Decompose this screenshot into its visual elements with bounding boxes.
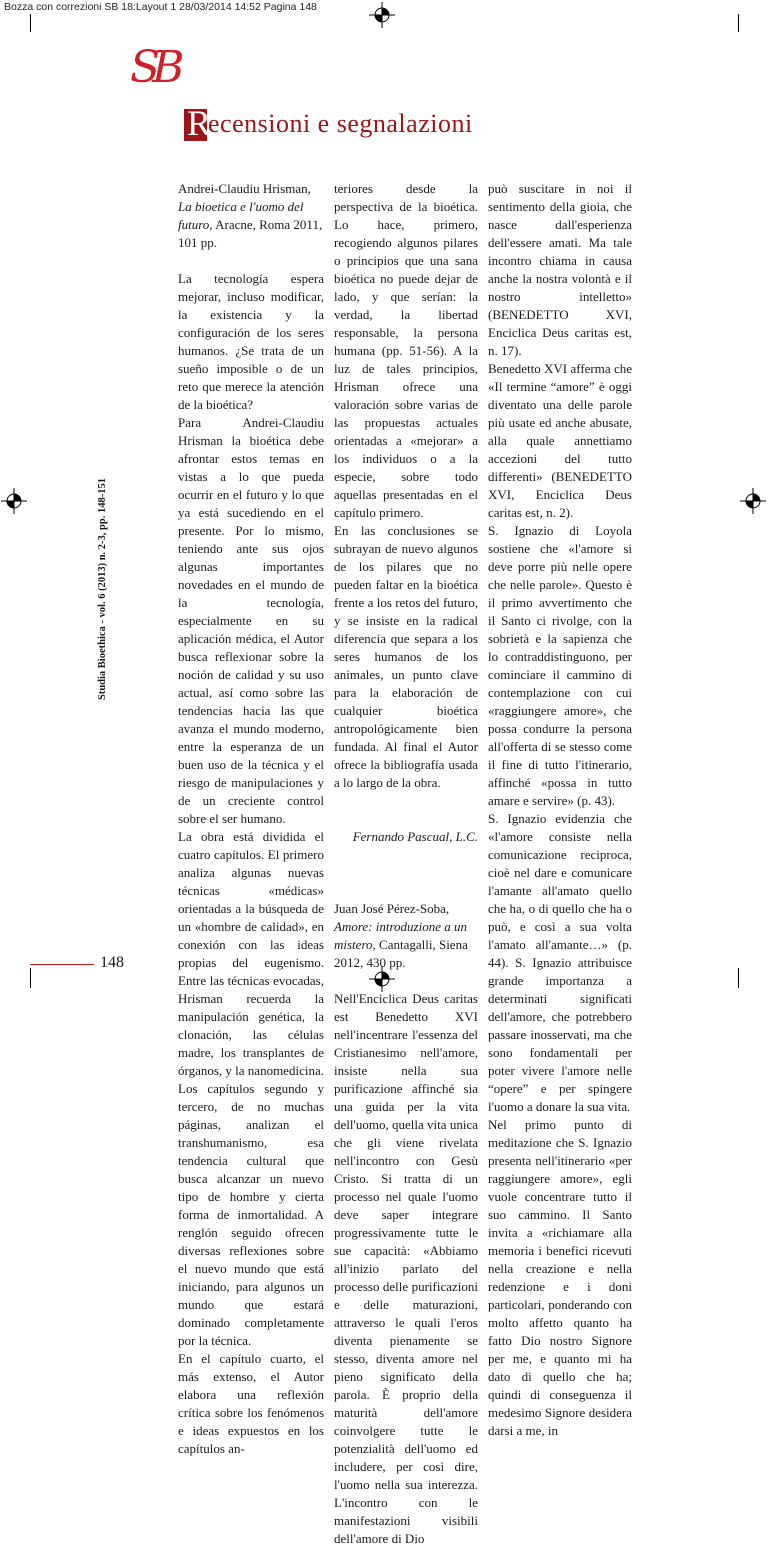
crop-mark-bottom-right (738, 968, 739, 988)
review1-book-title: La bioetica e l'uomo del futuro (178, 199, 304, 232)
review2-author: Juan José Pérez-Soba, (334, 901, 450, 916)
review2-paragraph-cont: può suscitare in noi il sentimento della gioia, che nasce dall'esperienza dell'essere amati. Ma tale incontro chiama in causa anche la nostra volontà e il nostro intelletto» (BENEDETTO XVI, Enciclica Deus caritas est, n. 17). (488, 181, 632, 358)
review1-paragraph: Para Andrei-Claudiu Hrisman la bioética debe afrontar estos temas en vistas a lo que pueda ocurrir en el futuro y lo que ya está sucediendo en el presente. Por lo mismo, teniendo ante sus ojos algunas importantes novedades en el mundo de la tecnología, especialmente en su aplicación médica, el Autor busca reflexionar sobre la noción de calidad y su uso actual, así como sobre las tendencias hacia las que avanza el mundo moderno, entre la esperanza de un buen uso de la técnica y el riesgo de manipulaciones y de un creciente control sobre el ser humano. (178, 415, 324, 826)
review1-paragraph: La obra está dividida el cuatro capítulos. El primero analiza algunas nuevas técnicas «médicas» orientadas a la búsqueda de un «hombre de calidad», en conexión con las ideas propias del eugenismo. Entre las técnicas evocadas, Hrisman recuerda la manipulación genética, la clonación, las células madre, los transplantes de órganos, y la nanomedicina. (178, 829, 324, 1078)
print-slug: Bozza con correzioni SB 18:Layout 1 28/03/2014 14:52 Pagina 148 (4, 1, 317, 13)
review2-paragraph: S. Ignazio evidenzia che «l'amore consiste nella comunicazione reciproca, cioè nel dare e comunicare l'amante all'amato quello che ha, o di quello che ha o può, e così a sua volta l'amato all'amante…» (p. 44). S. Ignazio attribuisce grande importanza a determinati significati dell'amore, che potrebbero passare inosservati, ma che sono fondamentali per poter vivere l'amore nelle “opere” e per spingere l'uomo a donare la sua vita. (488, 811, 632, 1114)
review2-paragraph: Nell'Enciclica Deus caritas est Benedetto XVI nell'incentrare l'essenza del Cristianesimo nell'amore, insiste nella sua purificazione affinché sia una guida per la vita dell'uomo, quella vita unica che gli viene rivelata nell'incontro con Gesù Cristo. Si tratta di un processo nel quale l'uomo deve saper integrare progressivamente tutte le sue capacità: «Abbiamo all'inizio parlato del processo delle purificazioni e delle maturazioni, attraverso le quali l'eros diventa pienamente se stesso, diventa amore nel pieno significato della parola. È proprio della maturità dell'amore coinvolgere tutte le potenzialità dell'uomo ed includere, per così dire, l'uomo nella sua interezza. L'incontro con le manifestazioni visibili dell'amore di Dio (334, 991, 478, 1546)
review1-author: Andrei-Claudiu Hrisman, (178, 181, 311, 196)
crop-mark-top-right (738, 14, 739, 32)
review1-paragraph-cont: teriores desde la perspectiva de la bioética. Lo hace, primero, recogiendo algunos pilares o principios que una sana bioética no puede dejar de lado, y que serían: la verdad, la libertad responsable, la persona humana (pp. 51-56). A la luz de tales principios, Hrisman ofrece una valoración sobre varias de las propuestas actuales orientadas a «mejorar» a los individuos o a la especie, sobre todo aquellas presentadas en el capítulo primero. (334, 181, 478, 520)
review1-paragraph: En las conclusiones se subrayan de nuevo algunos de los pilares que no pueden faltar en la bioética frente a los retos del futuro, y se insiste en la radical diferencia que separa a los seres humanos de los animales, un punto clave para la elaboración de cualquier bioética antropológicamente bien fundada. Al final el Autor ofrece la bibliografía usada a lo largo de la obra. (334, 523, 478, 790)
review1-publisher: , Aracne, Roma 2011, 101 pp. (178, 217, 323, 250)
text-column-3 (488, 180, 632, 1440)
crop-mark-bottom-left (30, 968, 31, 988)
page-number: 148 (100, 954, 124, 971)
review2-paragraph: S. Ignazio di Loyola sostiene che «l'amore si deve porre più nelle opere che nelle parole». Questo è il primo avvertimento che il Santo ci rivolge, con la sobrietà e la sapienza che lo contraddistinguono, per cominciare il cammino di contemplazione con cui «raggiungere amore», che possa condurre la persona all'offerta di se stesso come il fine di tutto l'itinerario, affinché «possa in tutto amare e servire» (p. 43). (488, 523, 632, 808)
review2-citation (334, 900, 478, 972)
section-title: ecensioni e segnalazioni (208, 109, 473, 138)
review1-paragraph: Los capítulos segundo y tercero, de no muchas páginas, analizan el transhumanismo, esa tendencia cultural que busca alcanzar un nuevo tipo de hombre y cierta forma de inmortalidad. A renglón seguido ofrecen diversas reflexiones sobre el nuevo mundo que está iniciando, para algunos un mundo que estará dominado completamente por la técnica. (178, 1081, 324, 1348)
journal-reference: Studia Bioethica - vol. 6 (2013) n. 2-3, pp. 148-151 (97, 478, 108, 700)
review1-citation (178, 180, 324, 252)
registration-mark-top (369, 2, 395, 28)
review2-paragraph: Nel primo punto di meditazione che S. Ignazio presenta nell'itinerario «per raggiungere amore», egli vuole concentrare tutto il suo cammino. Il Santo invita a «richiamare alla memoria i benefici ricevuti nella creazione e nella redenzione e i doni particolari, ponderando con molto affetto quanto ha fatto Dio nostro Signore per me, e quanto mi ha dato di quello che ha; quindi di conseguenza il medesimo Signore desidera darsi a me, in (488, 1117, 632, 1438)
registration-mark-right (740, 488, 766, 514)
review2-book-title: Amore: introduzione a un mistero (334, 919, 467, 952)
text-column-1 (178, 180, 324, 1458)
review2-paragraph: Benedetto XVI afferma che «Il termine “amore” è oggi diventato una delle parole più usate ed anche abusate, alla quale annettiamo accezioni del tutto differenti» (BENEDETTO XVI, Enciclica Deus caritas est, n. 2). (488, 361, 632, 520)
journal-logo-text: SB (130, 42, 177, 93)
review1-paragraph: En el capítulo cuarto, el más extenso, el Autor elabora una reflexión crítica sobre los fenómenos e ideas expuestos en los capítulos an- (178, 1351, 324, 1456)
footer-rule (30, 964, 94, 965)
text-column-2 (334, 180, 478, 1548)
review2-publisher: , Cantagalli, Siena 2012, 430 pp. (334, 937, 468, 970)
registration-mark-left (1, 488, 27, 514)
journal-logo (130, 44, 188, 92)
section-title-initial: R (187, 103, 212, 143)
review1-signature: Fernando Pascual, L.C. (352, 829, 478, 844)
review1-paragraph: La tecnología espera mejorar, incluso modificar, la existencia y la configuración de los seres humanos. ¿Se trata de un sueño imposible o de un reto que merece la atención de la bioética? (178, 271, 324, 412)
crop-mark-top-left (30, 14, 31, 32)
